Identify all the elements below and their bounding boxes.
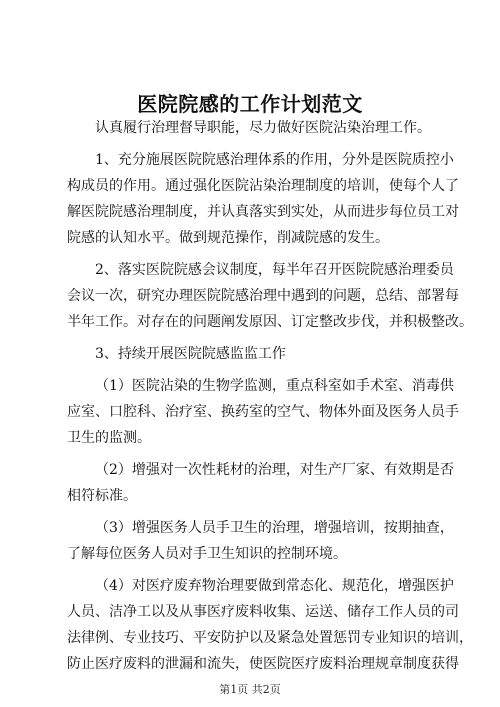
paragraph-line: 构成员的作用。通过强化医院沾染治理制度的培训，使每个人了 xyxy=(67,178,459,194)
paragraph-line: （3）增强医务人员手卫生的治理，增强培训，按期抽查， xyxy=(95,520,454,536)
paragraph-line: （1）医院沾染的生物学监测，重点科室如手术室、消毒供 xyxy=(95,378,454,394)
paragraph-line: 应室、口腔科、治疗室、换药室的空气、物体外面及医务人员手 xyxy=(67,404,459,420)
paragraph-line: 卫生的监测。 xyxy=(67,430,151,446)
paragraph-line: 院感的认知水平。做到规范操作，削减院感的发生。 xyxy=(67,230,389,246)
paragraph-line: 解医院院感治理制度，并认真落实到实处，从而进步每位员工对 xyxy=(67,204,459,220)
paragraph-line: 1、充分施展医院院感治理体系的作用，分外是医院质控小 xyxy=(95,152,454,168)
paragraph-line: 相符标准。 xyxy=(67,488,137,504)
paragraph-line: 会议一次，研究办理医院院感治理中遇到的问题，总结、部署每 xyxy=(67,288,459,304)
paragraph-line: （2）增强对一次性耗材的治理，对生产厂家、有效期是否 xyxy=(95,462,454,478)
page-title: 医院院感的工作计划范文 xyxy=(137,92,363,116)
paragraph-line: 认真履行治理督导职能，尽力做好医院沾染治理工作。 xyxy=(95,120,431,136)
paragraph-line: 了解每位医务人员对手卫生知识的控制环境。 xyxy=(67,546,347,562)
paragraph-line: 防止医疗废料的泄漏和流失，使医院医疗废料治理规章制度获得 xyxy=(67,656,459,672)
paragraph-line: 半年工作。对存在的问题阐发原因、订定整改步伐，并积极整改。 xyxy=(67,314,473,330)
paragraph-line: 人员、洁净工以及从事医疗废料收集、运送、储存工作人员的司 xyxy=(67,604,459,620)
section-heading: 3、持续开展医院院感监监工作 xyxy=(95,346,286,362)
paragraph-line: 法律例、专业技巧、平安防护以及紧急处置惩罚专业知识的培训， xyxy=(67,630,473,646)
page-footer: 第1页 共2页 xyxy=(219,683,281,696)
paragraph-line: （4）对医疗废弃物治理要做到常态化、规范化，增强医护 xyxy=(95,578,454,594)
paragraph-line: 2、落实医院院感会议制度，每半年召开医院院感治理委员 xyxy=(95,262,454,278)
